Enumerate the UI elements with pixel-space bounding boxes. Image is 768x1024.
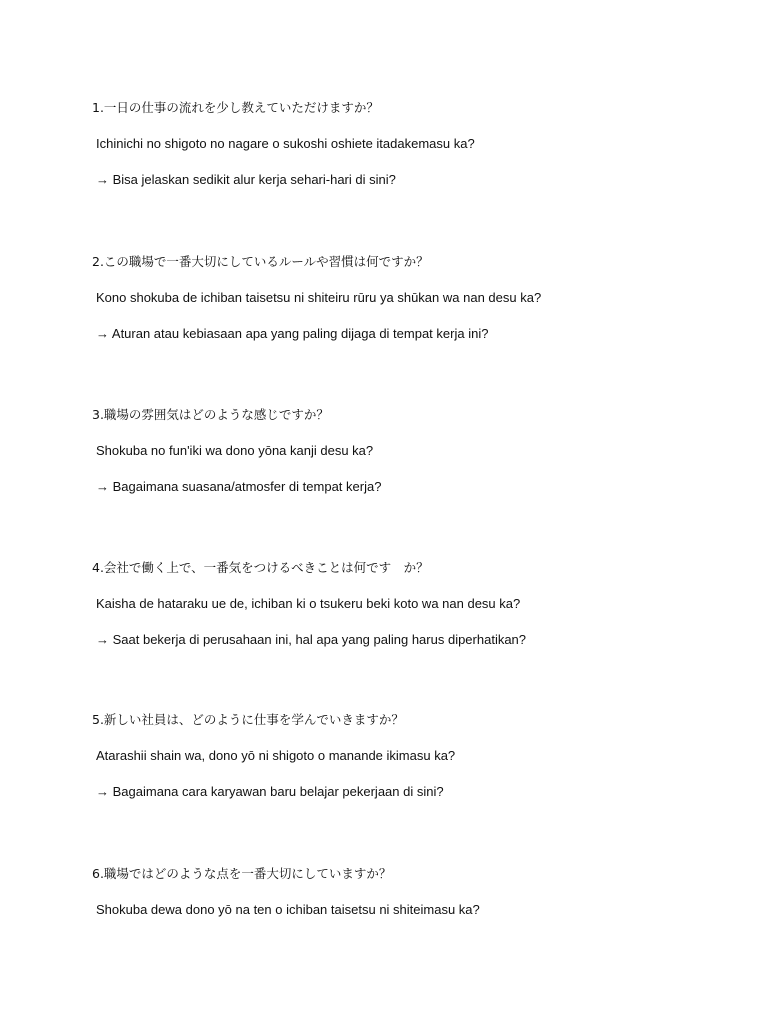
question-romaji: Kaisha de hataraku ue de, ichiban ki o tsukeru beki koto wa nan desu ka? (96, 596, 521, 611)
question-translation: → Saat bekerja di perusahaan ini, hal apa yang paling harus diperhatikan? (96, 632, 527, 647)
question-japanese: 2.この職場で一番大切にしているルールや習慣は何ですか？ (92, 254, 429, 269)
question-japanese: 4.会社で働く上で、一番気をつけるべきことは何です か？ (92, 560, 429, 575)
question-romaji: Shokuba dewa dono yō na ten o ichiban taisetsu ni shiteimasu ka? (96, 902, 480, 917)
question-romaji: Kono shokuba de ichiban taisetsu ni shiteiru rūru ya shūkan wa nan desu ka? (96, 290, 542, 305)
question-japanese: 1.一日の仕事の流れを少し教えていただけますか？ (92, 100, 379, 115)
question-japanese: 3.職場の雰囲気はどのような感じですか？ (92, 407, 329, 422)
question-translation: → Aturan atau kebiasaan apa yang paling dijaga di tempat kerja ini? (96, 326, 489, 341)
question-japanese: 6.職場ではどのような点を一番大切にしていますか？ (92, 866, 392, 881)
question-japanese: 5.新しい社員は、どのように仕事を学んでいきますか？ (92, 712, 404, 727)
question-translation: → Bagaimana cara karyawan baru belajar pekerjaan di sini? (96, 784, 444, 799)
question-romaji: Shokuba no fun'iki wa dono yōna kanji desu ka? (96, 443, 374, 458)
question-translation: → Bisa jelaskan sedikit alur kerja sehari-hari di sini? (96, 172, 396, 187)
question-translation: → Bagaimana suasana/atmosfer di tempat kerja? (96, 479, 382, 494)
question-romaji: Ichinichi no shigoto no nagare o sukoshi oshiete itadakemasu ka? (96, 136, 475, 151)
question-romaji: Atarashii shain wa, dono yō ni shigoto o manande ikimasu ka? (96, 748, 456, 763)
